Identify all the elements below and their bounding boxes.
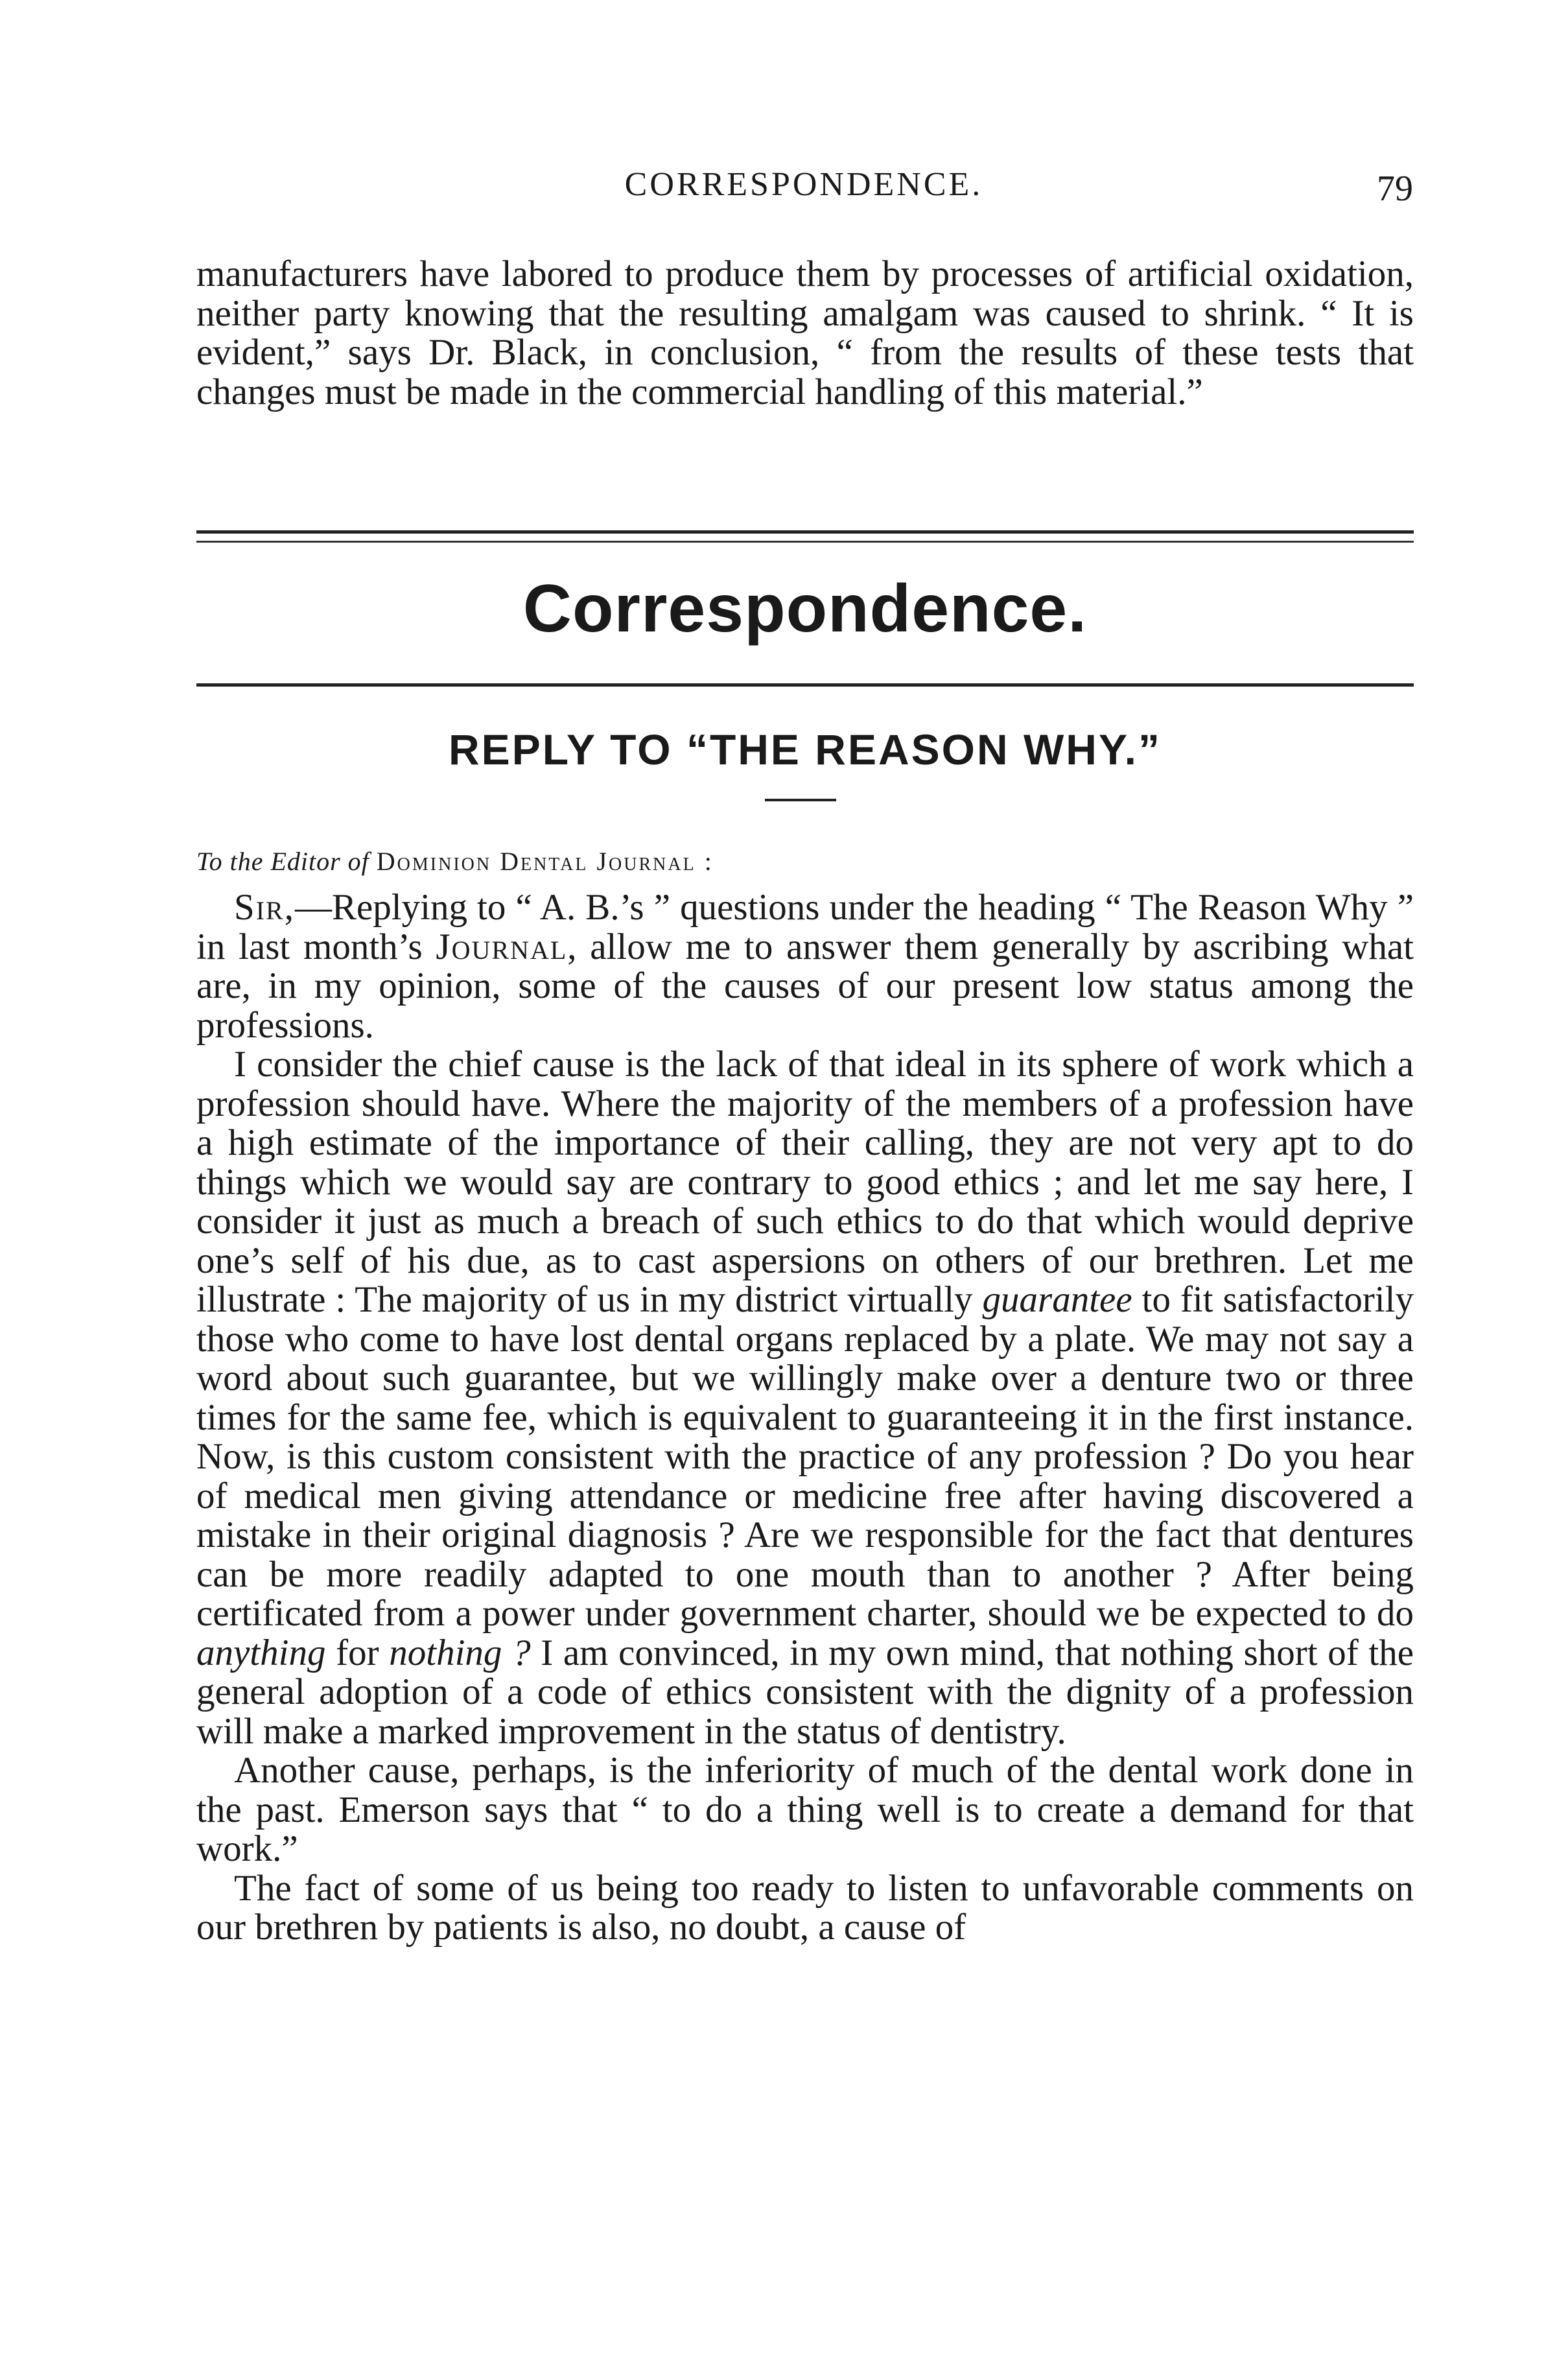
article-title: REPLY TO “THE REASON WHY.”	[449, 725, 1162, 773]
article-paragraph-4: The fact of some of us being too ready to listen to unfavorable comments on our brethren by patients is also, no doubt, a cause of	[196, 1867, 1414, 1948]
salutation-journal: Dominion Dental Journal :	[376, 847, 714, 876]
paragraph-1-tail: , allow me to answer them generally by ascribing what are, in my opinion, some of the causes of our present low status among the professions.	[196, 926, 1414, 1046]
article-paragraph-2	[196, 1045, 1414, 1751]
journal-name: Journal	[436, 926, 568, 967]
italic-guarantee: guarantee	[982, 1279, 1132, 1320]
paragraph-2-d: I am convinced, in my own mind, that nothing short of the general adoption of a code of ethics consistent with the dignity of a profession will make a marked improvement in the status of dentistry.	[196, 1632, 1414, 1752]
paragraph-2-b: to fit satisfactorily those who come to have lost dental organs replaced by a plate. We may not say a word about such guarantee, but we willingly make over a denture two or three times for the same fee, which is equivalent to guaranteeing it in the first instance. Now, is this custom consistent with the practice of any profession ? Do you hear of medical men giving attendance or medicine free after having discovered a mistake in their original diagnosis ? Are we responsible for the fact that dentures can be more readily adapted to one mouth than to another ? After being certificated from a power under government charter, should we be expected to do	[196, 1279, 1414, 1634]
section-title: Correspondence.	[522, 571, 1088, 646]
section-rule-bottom	[196, 683, 1414, 687]
paragraph-2-a: I consider the chief cause is the lack of that ideal in its sphere of work which a profession should have. Where the majority of the members of a profession have a high estimate of the importance of their calling, they are not very apt to do things which we would say are contrary to good ethics ; and let me say here, I consider it just as much a breach of such ethics to do that which would deprive one’s self of his due, as to cast aspersions on others of our brethren. Let me illustrate : The majority of us in my district virtually	[196, 1044, 1414, 1320]
running-head	[194, 165, 1413, 217]
top-paragraph-block	[196, 255, 1414, 412]
article-body	[196, 888, 1414, 1948]
italic-nothing: nothing ?	[389, 1632, 531, 1673]
salutation-prefix: To the Editor of	[196, 847, 369, 876]
salutation	[196, 846, 714, 877]
paragraph-1-text: —Replying to “ A. B.’s ” questions under the heading “ The Reason Why ” in last month’s	[196, 887, 1414, 967]
page-number: 79	[1377, 169, 1413, 209]
italic-anything: anything	[196, 1632, 326, 1673]
article-paragraph-1	[196, 888, 1414, 1045]
paragraph-2-c: for	[325, 1632, 390, 1673]
salutation-sir: Sir,	[234, 887, 295, 928]
top-paragraph: manufacturers have labored to produce them by processes of artificial oxidation, neither party knowing that the resulting amalgam was caused to shrink. “ It is evident,” says Dr. Black, in conclusion, “ from the results of these tests that changes must be made in the commercial handling of this material.”	[196, 253, 1414, 412]
section-rule-top	[196, 530, 1414, 534]
article-paragraph-3: Another cause, perhaps, is the inferiority of much of the dental work done in the past. Emerson says that “ to do a thing well is to create a demand for that work.”	[196, 1750, 1414, 1869]
article-title-rule	[765, 799, 836, 801]
running-title: CORRESPONDENCE.	[624, 166, 983, 203]
section-rule-top-dotted	[196, 541, 1414, 543]
